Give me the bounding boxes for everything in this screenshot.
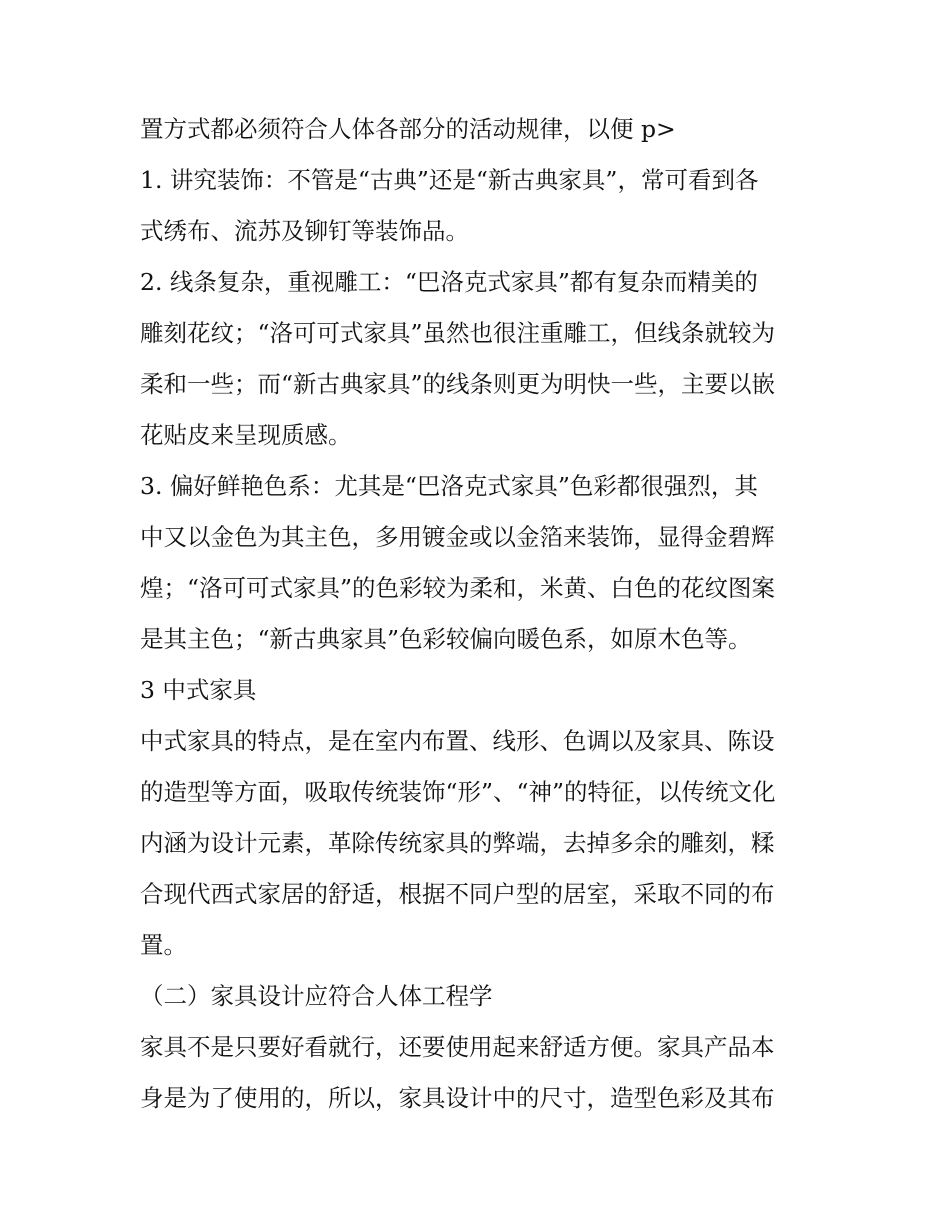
text-line: 煌；“洛可可式家具”的色彩较为柔和，米黄、白色的花纹图案: [140, 574, 776, 602]
text-line: 柔和一些；而“新古典家具”的线条则更为明快一些，主要以嵌: [140, 370, 776, 398]
text-line: 式绣布、流苏及铆钉等装饰品。: [140, 217, 469, 245]
text-line: 1. 讲究装饰：不管是“古典”还是“新古典家具”，常可看到各: [140, 166, 759, 194]
text-line: 花贴皮来呈现质感。: [140, 421, 352, 449]
text-line: 内涵为设计元素，革除传统家具的弊端，去掉多余的雕刻，糅: [140, 829, 775, 857]
text-line: 置方式都必须符合人体各部分的活动规律，以便 p>: [140, 115, 676, 143]
section-heading: （二）家具设计应符合人体工程学: [140, 982, 493, 1010]
text-line: 身是为了使用的，所以，家具设计中的尺寸，造型色彩及其布: [140, 1084, 775, 1112]
text-line: 的造型等方面，吸取传统装饰“形”、“神”的特征，以传统文化: [140, 778, 776, 806]
section-heading: 3 中式家具: [140, 676, 257, 704]
text-line: 合现代西式家居的舒适，根据不同户型的居室，采取不同的布: [140, 880, 775, 908]
text-line: 3. 偏好鲜艳色系：尤其是“巴洛克式家具”色彩都很强烈，其: [140, 472, 758, 500]
document-body: [140, 104, 820, 1124]
text-line: 家具不是只要好看就行，还要使用起来舒适方便。家具产品本: [140, 1033, 775, 1061]
text-line: 是其主色；“新古典家具”色彩较偏向暖色系，如原木色等。: [140, 625, 752, 653]
text-line: 中又以金色为其主色，多用镀金或以金箔来装饰，显得金碧辉: [140, 523, 775, 551]
text-line: 雕刻花纹；“洛可可式家具”虽然也很注重雕工，但线条就较为: [140, 319, 776, 347]
text-line: 中式家具的特点，是在室内布置、线形、色调以及家具、陈设: [140, 727, 775, 755]
text-line: 置。: [140, 931, 187, 959]
text-line: 2. 线条复杂，重视雕工：“巴洛克式家具”都有复杂而精美的: [140, 268, 758, 296]
